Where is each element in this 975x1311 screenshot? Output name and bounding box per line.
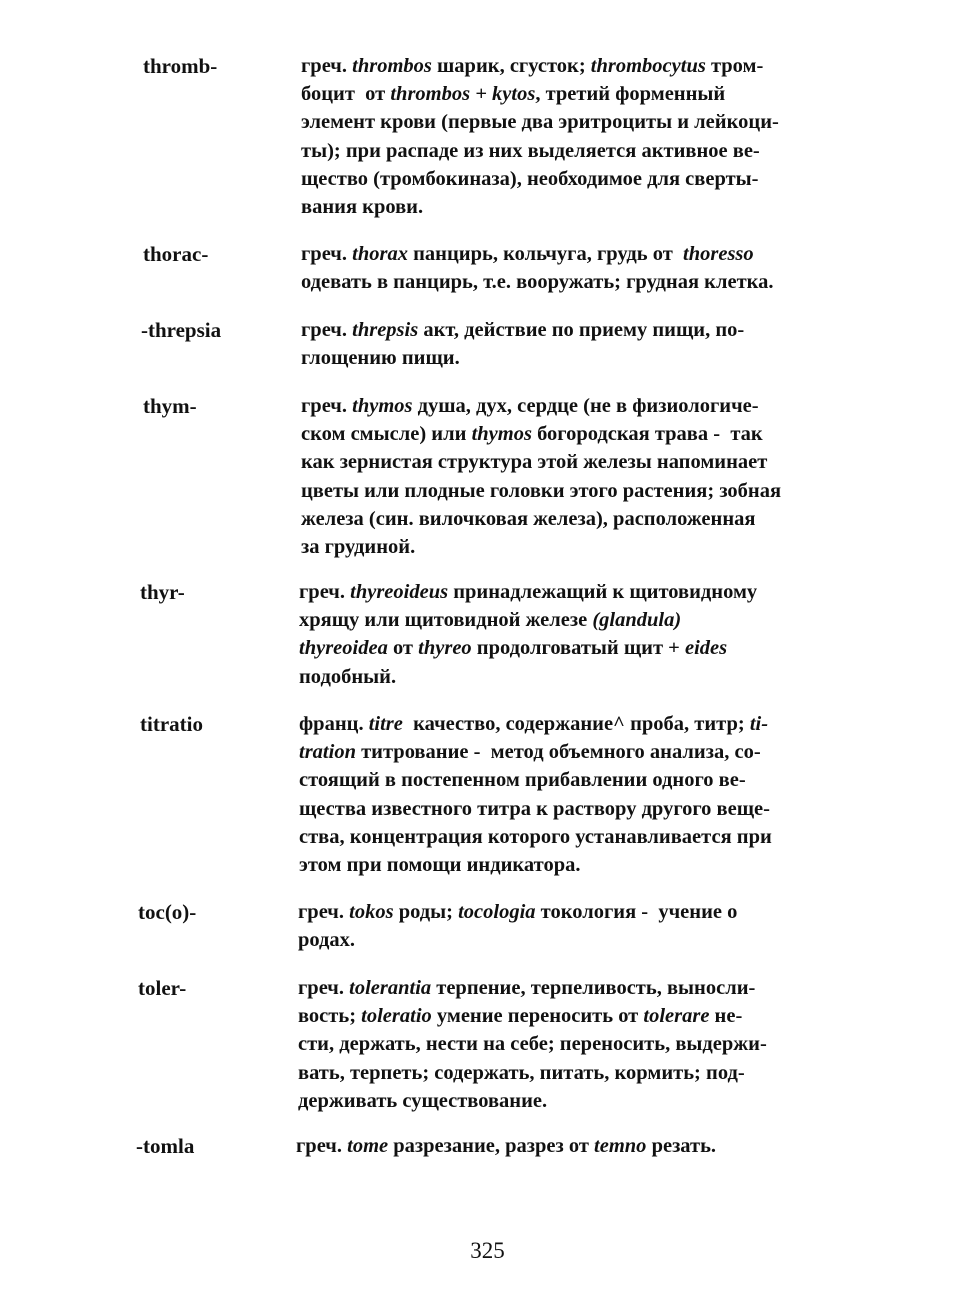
latin-term: temno <box>594 1135 647 1157</box>
definition-line <box>301 420 871 448</box>
latin-term: thoresso <box>683 243 754 265</box>
definition-text: не- <box>709 1005 743 1028</box>
entry-term: thromb- <box>143 54 218 78</box>
definition-text: ства, концентрация которого устанавливается при <box>299 825 772 848</box>
latin-term: (glandula) <box>592 609 682 632</box>
definition-line <box>301 344 871 372</box>
definition-line <box>301 193 871 221</box>
entry-term: thorac- <box>143 242 209 266</box>
entry-term: thym- <box>143 394 197 418</box>
latin-term: threpsis <box>352 319 419 341</box>
latin-term: thyreoidea <box>299 637 388 660</box>
entry-term: thyr- <box>140 580 185 604</box>
definition-line <box>301 108 871 136</box>
entry-definition <box>298 974 868 1115</box>
definition-text: греч. <box>296 1135 348 1157</box>
latin-term: tocologia <box>458 901 536 923</box>
definition-line <box>298 1087 868 1115</box>
definition-line <box>301 165 871 193</box>
entry-definition <box>296 1132 866 1160</box>
definition-text: принадлежащий к щитовидному <box>448 581 758 603</box>
definition-text: терпение, терпеливость, выносли- <box>431 977 756 999</box>
definition-text: продолговатый щит + <box>471 637 685 660</box>
latin-term: thorax <box>352 243 408 265</box>
definition-text: ском смысле) или <box>301 423 472 446</box>
latin-term: toleratio <box>361 1005 432 1028</box>
definition-text: вость; <box>298 1005 362 1028</box>
entry-definition <box>298 898 868 954</box>
latin-term: thrombos + kytos <box>390 83 536 106</box>
definition-text: боцит от <box>301 83 391 106</box>
definition-text: ты); при распаде из них выделяется активное ве- <box>301 139 760 162</box>
definition-line <box>299 578 869 606</box>
definition-text: акт, действие по приему пищи, по- <box>418 319 745 341</box>
definition-line <box>299 795 869 823</box>
definition-text: глощению пищи. <box>301 347 460 370</box>
definition-text: за грудиной. <box>301 536 416 559</box>
definition-text: роды; <box>393 901 459 923</box>
definition-text: стоящий в постепенном прибавлении одного ве- <box>299 769 746 792</box>
definition-line <box>301 80 871 108</box>
latin-term: tome <box>347 1135 389 1157</box>
definition-line <box>298 974 868 1002</box>
latin-term: ti- <box>749 713 769 735</box>
latin-term: thrombos <box>352 55 432 77</box>
entry-definition <box>301 240 871 296</box>
entry-term: titratio <box>140 712 203 736</box>
definition-text: качество, содержание^ проба, титр; <box>402 713 750 735</box>
latin-term: tokos <box>349 901 394 923</box>
definition-text: греч. <box>301 395 353 417</box>
definition-text: этом при помощи индикатора. <box>299 854 581 877</box>
definition-text: резать. <box>646 1135 717 1157</box>
definition-text: железа (син. вилочковая железа), расположенная <box>301 507 756 530</box>
definition-text: щество (тромбокиназа), необходимое для сверты- <box>301 167 759 190</box>
definition-text: греч. <box>298 901 350 923</box>
entry-term: toc(o)- <box>138 900 197 924</box>
definition-text: держивать существование. <box>298 1089 548 1112</box>
latin-term: titre <box>368 713 403 735</box>
definition-line <box>298 1002 868 1030</box>
entry-definition <box>301 52 871 221</box>
entry-term: -threpsia <box>141 318 222 342</box>
entry-definition <box>299 710 869 879</box>
definition-text: как зернистая структура этой железы напоминает <box>301 451 768 474</box>
definition-text: элемент крови (первые два эритроциты и лейкоци- <box>301 111 779 134</box>
definition-line <box>299 634 869 662</box>
definition-text: подобный. <box>299 665 397 688</box>
definition-text: щества известного титра к раствору другого веще- <box>299 797 770 820</box>
definition-text: душа, дух, сердце (не в физиологиче- <box>412 395 759 417</box>
definition-text: родах. <box>298 929 356 952</box>
definition-text: хрящу или щитовидной железе <box>299 609 593 632</box>
definition-text: титрование - метод объемного анализа, со- <box>355 741 761 764</box>
entry-definition <box>299 578 869 691</box>
definition-line <box>301 533 871 561</box>
definition-text: шарик, сгусток; <box>431 55 591 77</box>
definition-line <box>301 52 871 80</box>
definition-text: токология - учение о <box>535 901 738 923</box>
definition-text: франц. <box>299 713 369 735</box>
definition-text: умение переносить от <box>431 1005 644 1028</box>
definition-line <box>298 1030 868 1058</box>
definition-line <box>301 392 871 420</box>
page-number: 325 <box>470 1238 505 1263</box>
definition-text: от <box>387 637 419 660</box>
latin-term: thymos <box>352 395 413 417</box>
definition-line <box>299 851 869 879</box>
latin-term: tolerantia <box>349 977 432 999</box>
definition-line <box>299 766 869 794</box>
latin-term: thrombocytus <box>590 55 706 77</box>
definition-line <box>299 663 869 691</box>
definition-text: вать, терпеть; содержать, питать, кормить; под- <box>298 1061 745 1084</box>
definition-line <box>296 1132 866 1160</box>
definition-text: вания крови. <box>301 196 424 219</box>
definition-line <box>301 316 871 344</box>
entry-definition <box>301 392 871 561</box>
definition-text: богородская трава - так <box>531 423 763 446</box>
definition-line <box>298 898 868 926</box>
definition-text: греч. <box>298 977 350 999</box>
definition-line <box>298 926 868 954</box>
definition-line <box>301 448 871 476</box>
definition-line <box>299 738 869 766</box>
latin-term: thyreoideus <box>350 581 449 603</box>
definition-line <box>301 137 871 165</box>
latin-term: thyreo <box>418 637 472 660</box>
definition-text: разрезание, разрез от <box>388 1135 595 1157</box>
definition-text: одевать в панцирь, т.е. вооружать; грудная клетка. <box>301 271 774 294</box>
definition-line <box>299 823 869 851</box>
definition-text: греч. <box>301 55 353 77</box>
definition-text: панцирь, кольчуга, грудь от <box>407 243 684 265</box>
definition-line <box>299 606 869 634</box>
entry-term: -tomla <box>136 1134 195 1158</box>
definition-line <box>299 710 869 738</box>
latin-term: tration <box>299 741 356 764</box>
definition-text: тром- <box>705 55 764 77</box>
definition-line <box>301 505 871 533</box>
definition-text: , третий форменный <box>535 83 726 106</box>
definition-line <box>301 240 871 268</box>
latin-term: tolerare <box>643 1005 710 1028</box>
definition-text: сти, держать, нести на себе; переносить, выдержи- <box>298 1033 767 1056</box>
definition-text: цветы или плодные головки этого растения; зобная <box>301 479 782 502</box>
definition-line <box>298 1059 868 1087</box>
definition-line <box>301 268 871 296</box>
entry-definition <box>301 316 871 372</box>
definition-text: греч. <box>301 319 353 341</box>
definition-line <box>301 477 871 505</box>
entry-term: toler- <box>138 976 187 1000</box>
definition-text: греч. <box>301 243 353 265</box>
definition-text: греч. <box>299 581 351 603</box>
latin-term: thymos <box>471 423 532 446</box>
latin-term: eides <box>684 637 728 660</box>
